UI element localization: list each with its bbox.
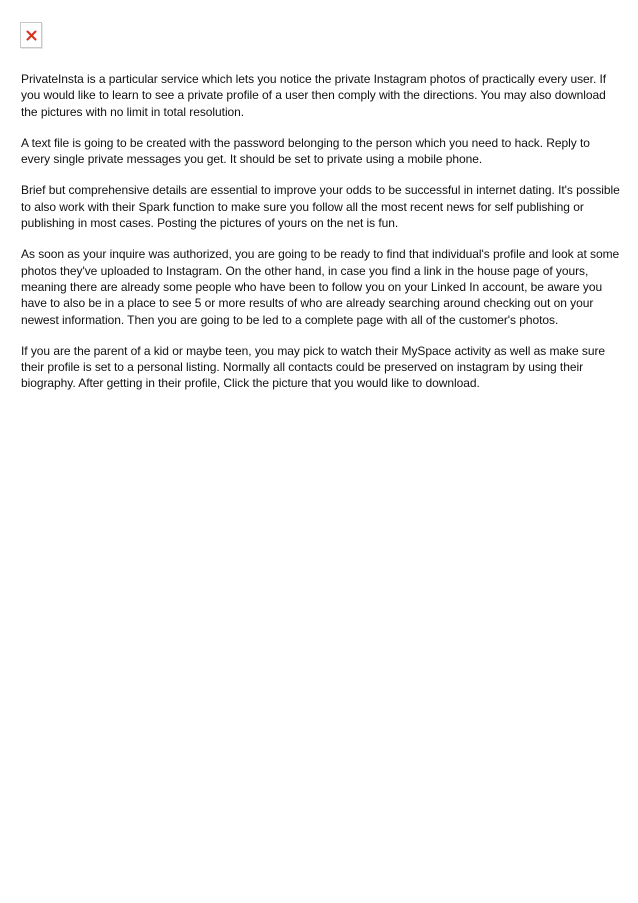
paragraph: A text file is going to be created with the password belonging to the person which you need to hack. Reply to every single private messages you get. It should be set to private using a mobile phone.: [21, 135, 590, 167]
paragraph: PrivateInsta is a particular service which lets you notice the private Instagram photos of practically every user. If you would like to learn to see a private profile of a user then comply with the directions. You may also download the pictures with no limit in total resolution.: [21, 72, 607, 119]
broken-image-icon: [26, 30, 37, 41]
paragraph: Brief but comprehensive details are essential to improve your odds to be successful in internet dating. It's possible to also work with their Spark function to make sure you follow all the most recent news for self publishing or publishing in most cases. Posting the pictures of yours on the net is fun.: [21, 183, 620, 231]
paragraph: If you are the parent of a kid or maybe teen, you may pick to watch their MySpace activity as well as make sure their profile is set to a personal listing. Normally all contacts could be preserved on instagram by using their biography. After getting in their profile, Click the picture that you would like to download.: [21, 343, 606, 391]
broken-image-placeholder: [20, 22, 42, 48]
document-body: [21, 71, 621, 407]
paragraph: As soon as your inquire was authorized, you are going to be ready to find that individual's profile and look at some photos they've uploaded to Instagram. On the other hand, in case you find a link in the house page of yours, meaning there are already some people who have been to follow you on your Linked In account, be aware you have to also be in a place to see 5 or more results of who are already searching around checking out on your newest information. Then you are going to be led to a complete page with all of the customer's photos.: [21, 247, 620, 327]
